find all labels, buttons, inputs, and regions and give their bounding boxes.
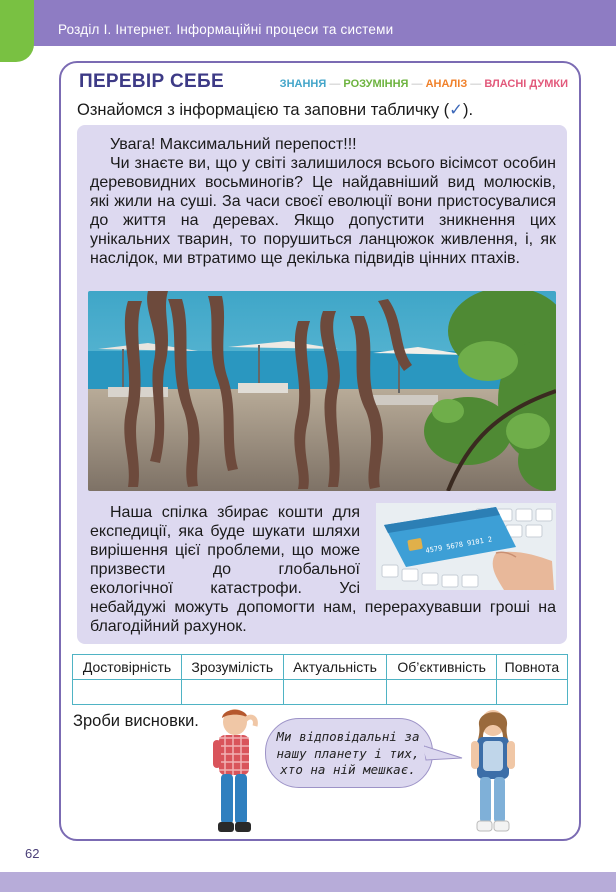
- article-paragraph-1: Чи знаєте ви, що у світі залишилося всього вісімсот особин деревовидних восьминогів? Це найдавніший вид молюсків, які жили на суші. За часи своєї еволюції вони пристосувалися до життя на деревах. Якщо допустити зникнення цих унікальних тварин, то порушиться ланцюжок живлення, і, як наслідок, ми втратимо ще декілька підвидів цінних птахів.: [90, 155, 556, 267]
- chapter-title: Розділ І. Інтернет. Інформаційні процеси та системи: [58, 22, 394, 37]
- table-header-cell: Достовірність: [73, 655, 182, 680]
- speech-line-3: хто на ній мешкає.: [280, 762, 416, 777]
- article-paragraph-2: [90, 503, 556, 636]
- conclusion-prompt: Зроби висновки.: [73, 712, 199, 730]
- instruction-text: Ознайомся з інформацією та заповни табличку (: [77, 101, 450, 119]
- page-number: 62: [25, 846, 40, 861]
- chapter-tab: [0, 0, 34, 62]
- svg-text:4579 5678 9101 2: 4579 5678 9101 2: [424, 535, 493, 555]
- table-header-cell: Об’єктивність: [387, 655, 496, 680]
- skill-knowledge: ЗНАННЯ: [279, 78, 327, 90]
- table-answer-cell[interactable]: [496, 680, 567, 705]
- table-header-cell: Актуальність: [283, 655, 387, 680]
- instruction: [77, 100, 473, 120]
- table-answer-cell[interactable]: [387, 680, 496, 705]
- article-paragraph-2-text: Наша спілка збирає кошти для експедиції, яка буде шукати шляхи вирішення цієї проблеми, що може призвести до глобальної екологічної катастрофи. Усі небайдужі можуть допомогти нам, перерахувавши гроші на благодійний рахунок.: [90, 504, 556, 635]
- table-answer-row: [73, 680, 568, 705]
- section-title: ПЕРЕВІР СЕБЕ: [79, 71, 224, 92]
- footer-band: [0, 872, 616, 892]
- table-answer-cell[interactable]: [182, 680, 284, 705]
- skill-separator: —: [470, 78, 482, 90]
- speech-bubble-tail: [424, 744, 464, 764]
- speech-bubble-text: [270, 729, 426, 779]
- skill-understanding: РОЗУМІННЯ: [343, 78, 409, 90]
- table-header-cell: Повнота: [496, 655, 567, 680]
- evaluation-table: [72, 654, 568, 705]
- skill-analysis: АНАЛІЗ: [425, 78, 468, 90]
- instruction-close: ).: [463, 101, 474, 119]
- skill-own-thoughts: ВЛАСНІ ДУМКИ: [484, 78, 568, 90]
- checkmark-icon: ✓: [449, 101, 463, 119]
- skill-separator: —: [411, 78, 423, 90]
- table-answer-cell[interactable]: [73, 680, 182, 705]
- octopus-photo: [88, 291, 556, 491]
- octopus-on-tree-image: [88, 291, 556, 491]
- skill-levels: [280, 78, 568, 90]
- table-answer-cell[interactable]: [283, 680, 387, 705]
- speech-line-2: нашу планету і тих,: [276, 745, 420, 761]
- speech-line-1: Ми відповідальні за: [276, 729, 420, 744]
- table-header-row: [73, 655, 568, 680]
- girl-illustration: [465, 707, 523, 837]
- boy-illustration: [205, 706, 267, 840]
- article-heading: Увага! Максимальний перепост!!!: [110, 136, 357, 153]
- table-header-cell: Зрозумілість: [182, 655, 284, 680]
- skill-separator: —: [329, 78, 341, 90]
